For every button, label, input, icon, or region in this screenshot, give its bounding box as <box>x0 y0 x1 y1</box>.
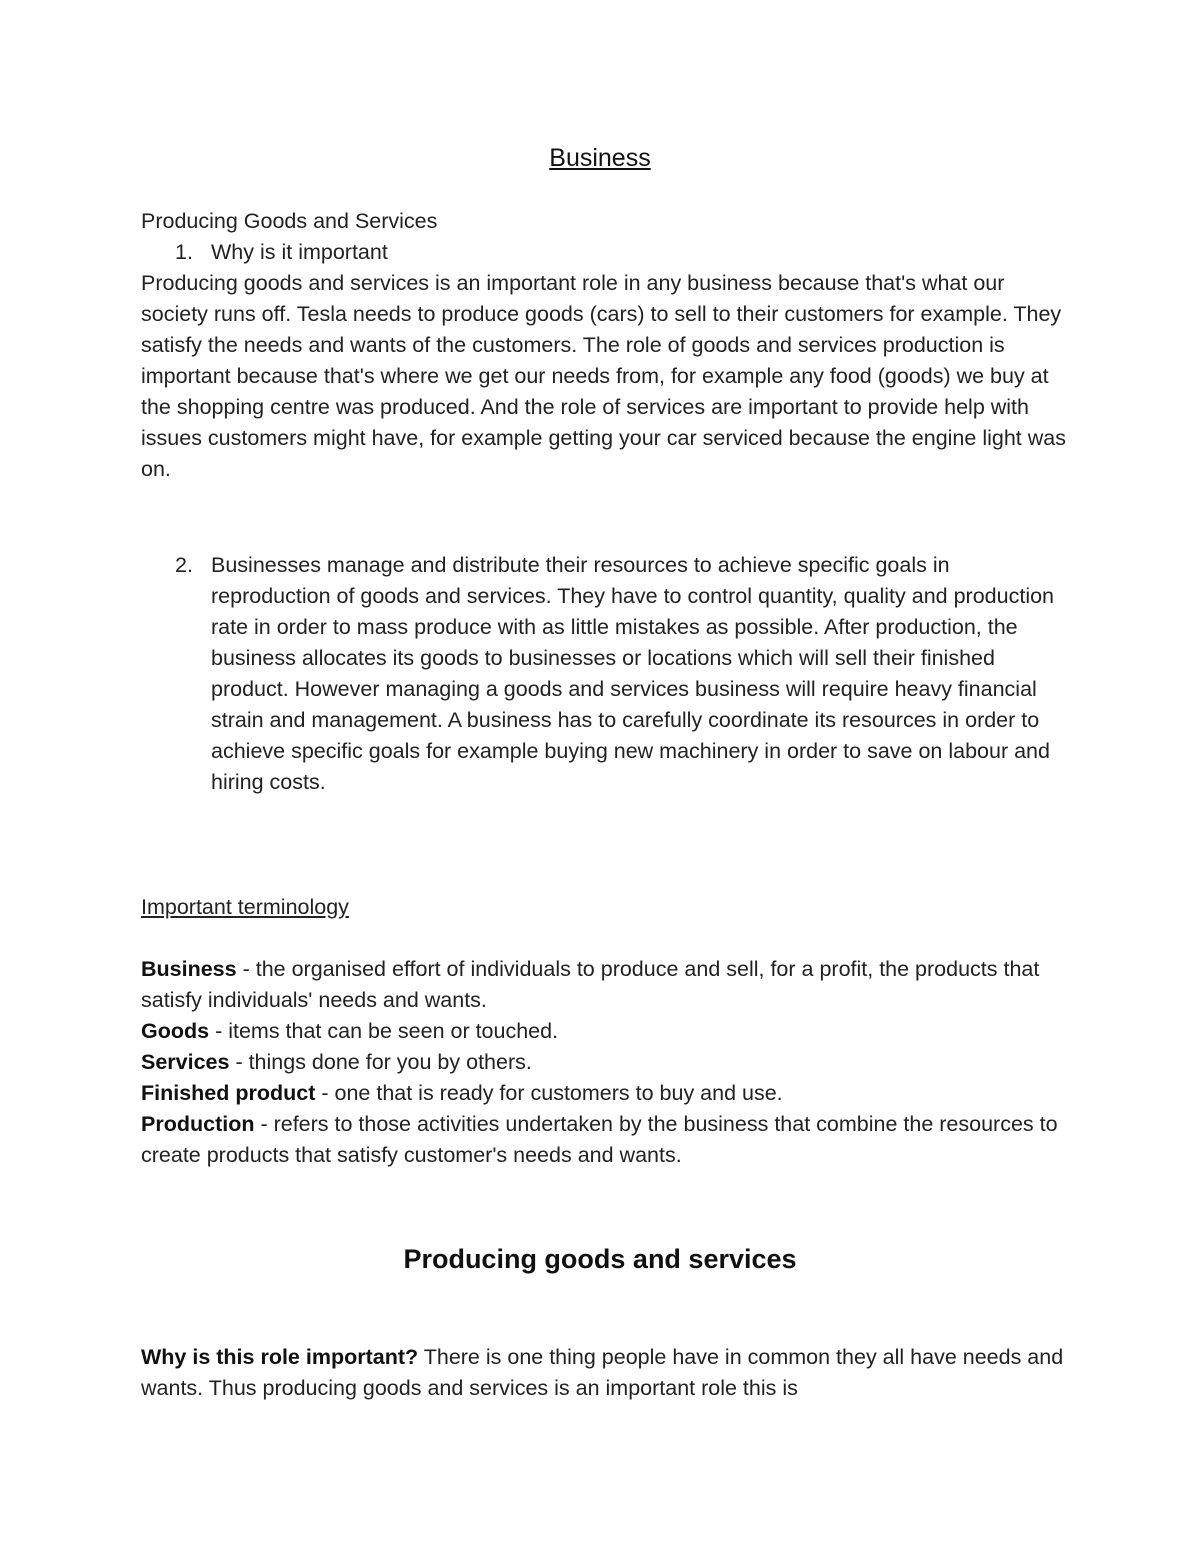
term-row <box>141 1016 1066 1047</box>
list-item-paragraph: Businesses manage and distribute their resources to achieve specific goals in reproduction of goods and services. They have to control quantity, quality and production rate in order to mass produce with as little mistakes as possible. After production, the business allocates its goods to businesses or locations which will sell their finished product. However managing a goods and services business will require heavy financial strain and management. A business has to carefully coordinate its resources in order to achieve specific goals for example buying new machinery in order to save on labour and hiring costs. <box>211 553 1055 794</box>
term-row <box>141 1078 1066 1109</box>
question-paragraph <box>141 1342 1066 1404</box>
section-producing-goods <box>141 206 1066 485</box>
section-item-2 <box>141 550 1066 798</box>
blank-line <box>141 923 1066 954</box>
term-row <box>141 1047 1066 1078</box>
term-row <box>141 1109 1066 1171</box>
term-word: Goods <box>141 1019 210 1043</box>
term-definition: - refers to those activities undertaken by the business that combine the resources to create products that satisfy customer's needs and wants. <box>141 1112 1058 1167</box>
section-subtitle: Producing Goods and Services <box>141 209 438 233</box>
document-title: Business <box>549 144 651 172</box>
list-item-1 <box>141 237 1066 268</box>
section-terminology <box>141 892 1066 1171</box>
term-definition: - the organised effort of individuals to produce and sell, for a profit, the products that satisfy individuals' needs and wants. <box>141 957 1040 1012</box>
term-word: Services <box>141 1050 230 1074</box>
terminology-heading: Important terminology <box>141 895 349 919</box>
section-role-importance <box>141 1342 1066 1404</box>
term-definition: - things done for you by others. <box>229 1050 532 1074</box>
question-text: Why is this role important? <box>141 1345 419 1369</box>
term-word: Production <box>141 1112 255 1136</box>
term-word: Finished product <box>141 1081 316 1105</box>
paragraph-importance: Producing goods and services is an important role in any business because that's what our society runs off. Tesla needs to produce goods (cars) to sell to their customers for example. They satisfy the needs and wants of the customers. The role of goods and services production is important because that's where we get our needs from, for example any food (goods) we buy at the shopping centre was produced. And the role of services are important to provide help with issues customers might have, for example getting your car serviced because the engine light was on. <box>141 271 1066 481</box>
section-heading: Producing goods and services <box>403 1244 797 1274</box>
answer-text: There is one thing people have in common they all have needs and wants. Thus producing goods and services is an important role this is <box>141 1345 1064 1400</box>
term-definition: - one that is ready for customers to buy and use. <box>315 1081 783 1105</box>
list-item-label: Why is it important <box>211 240 388 264</box>
list-number: 1. <box>175 240 193 264</box>
term-definition: - items that can be seen or touched. <box>209 1019 559 1043</box>
list-item-2 <box>141 550 1066 798</box>
term-word: Business <box>141 957 237 981</box>
list-number: 2. <box>175 553 193 577</box>
term-row <box>141 954 1066 1016</box>
